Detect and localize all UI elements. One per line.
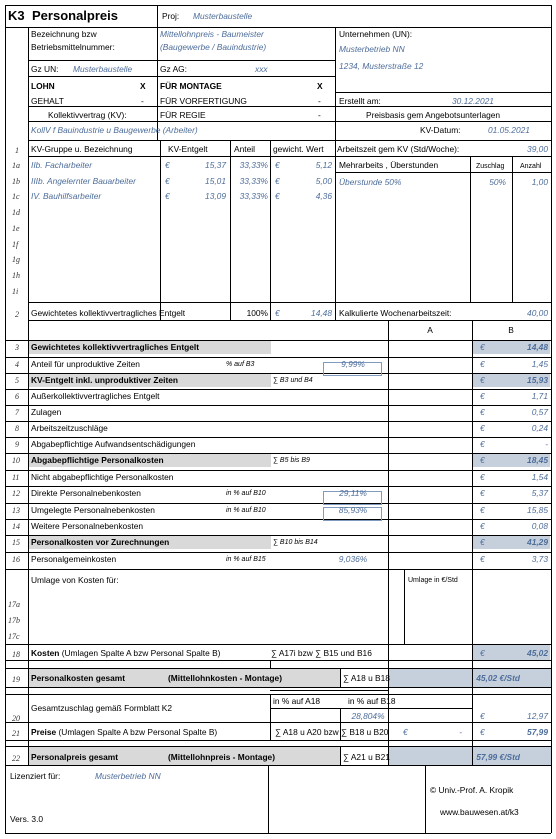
row-label: Abgabepflichtige Aufwandsentschädigungen	[31, 439, 196, 449]
row21-cur-a: €	[403, 727, 408, 737]
un-address[interactable]: 1234, Musterstraße 12	[339, 61, 424, 71]
v-line	[404, 569, 405, 644]
preisbasis: Preisbasis gem Angebotsunterlagen	[366, 110, 501, 120]
row-value-b: 41,29	[527, 537, 548, 547]
row-number: 1	[15, 146, 19, 155]
row22-label2: (Mittellohnpreis - Montage)	[168, 752, 276, 762]
kvdatum-value[interactable]: 01.05.2021	[488, 125, 530, 135]
kv-group-name[interactable]: IIIb. Angelernter Bauarbeiter	[31, 175, 136, 186]
h-line	[28, 121, 551, 122]
h-line	[5, 687, 551, 688]
row-currency: €	[480, 439, 485, 449]
row-currency: €	[480, 359, 485, 369]
row-value-b: 1,71	[531, 391, 548, 401]
row-currency: €	[480, 537, 485, 547]
row-number: 2	[15, 310, 19, 319]
h-line	[28, 76, 335, 77]
h-line	[5, 453, 551, 454]
h-line	[5, 535, 551, 536]
row-label: KV-Entgelt inkl. unproduktiver Zeiten	[31, 375, 179, 385]
row-number: 14	[12, 522, 20, 531]
row-formula: ∑ B10 bis B14	[273, 539, 318, 546]
gehalt-mark[interactable]: -	[141, 96, 144, 106]
h-line	[28, 60, 157, 61]
kv-entgelt-head: KV-Entgelt	[168, 144, 208, 154]
row-value-a[interactable]: 29,11%	[339, 488, 367, 498]
kv-currency: €	[275, 160, 280, 170]
row-number: 1f	[12, 239, 19, 249]
row-number: 9	[15, 440, 19, 449]
row-number: 11	[12, 473, 20, 482]
row-number: 1g	[12, 255, 20, 265]
row-number: 22	[12, 754, 20, 763]
row20-value: 12,97	[527, 711, 548, 721]
montage-mark[interactable]: X	[317, 81, 323, 91]
row-label: Weitere Personalnebenkosten	[31, 521, 144, 531]
row-value-b: 3,73	[531, 554, 548, 564]
row-number: 16	[12, 555, 20, 564]
regie-label: FÜR REGIE	[160, 110, 206, 120]
row-formula: % auf B3	[226, 361, 255, 368]
row-number: 15	[12, 538, 20, 547]
row-label: Gewichtetes kollektivvertragliches Entgelt	[31, 342, 200, 352]
kv-currency: €	[165, 160, 170, 170]
row-number: 1h	[12, 270, 20, 280]
h-line	[5, 5, 551, 6]
row-label: Umgelegte Personalnebenkosten	[31, 505, 155, 515]
v-line	[157, 5, 158, 27]
kv-currency: €	[275, 191, 280, 202]
gz-un-value[interactable]: Musterbaustelle	[73, 64, 133, 74]
row-number: 1b	[12, 176, 20, 186]
row2-cur: €	[275, 308, 280, 318]
row-number: 7	[15, 408, 19, 417]
h-line	[28, 156, 551, 157]
v-line	[340, 746, 341, 765]
h-line	[335, 172, 551, 173]
row21-formula: ∑ A18 u A20 bzw ∑ B18 u B20	[275, 727, 389, 737]
v-line	[5, 5, 6, 833]
v-line	[160, 140, 161, 320]
erstellt-value[interactable]: 30.12.2021	[452, 96, 494, 106]
umlage-label: Umlage von Kosten für:	[31, 575, 119, 585]
row-number: 18	[12, 650, 20, 659]
v-line	[425, 765, 426, 833]
un-label: Unternehmen (UN):	[339, 29, 413, 39]
desc-value-2[interactable]: (Baugewerbe / Bauindustrie)	[160, 42, 267, 52]
row-value-b: 0,08	[531, 521, 548, 531]
row-number: 1i	[12, 286, 19, 296]
row-number: 12	[12, 489, 20, 498]
row-value-b: 0,57	[531, 407, 548, 417]
h-line	[270, 708, 472, 709]
kv-group-name[interactable]: IIb. Facharbeiter	[31, 160, 92, 170]
row-value-b: 14,48	[527, 342, 548, 352]
row-number: 19	[12, 675, 20, 684]
h-line	[5, 660, 551, 661]
arbeitszeit-label: Arbeitszeit gem KV (Std/Woche):	[337, 144, 460, 154]
h-line	[5, 27, 551, 28]
copyright: © Univ.-Prof. A. Kropik	[430, 785, 514, 795]
row21-label: Preise (Umlagen Spalte A bzw Personal Spalte B)	[31, 727, 218, 737]
kv-currency: €	[275, 175, 280, 186]
v-line	[270, 694, 271, 740]
anzahl-head: Anzahl	[520, 163, 542, 170]
arbeitszeit-value[interactable]: 39,00	[527, 144, 548, 154]
h-line	[5, 373, 551, 374]
v-line	[270, 140, 271, 320]
row22-label: Personalpreis gesamt	[31, 752, 119, 762]
woche-label: Kalkulierte Wochenarbeitszeit:	[339, 308, 452, 318]
row-number: 17b	[8, 616, 20, 625]
row-currency: €	[480, 505, 485, 515]
form-title: Personalpreis	[32, 8, 118, 23]
h-line	[5, 470, 551, 471]
ueberstunde-zuschlag[interactable]: 50%	[489, 177, 506, 187]
kv-weighted: 5,00	[315, 175, 332, 186]
un-name[interactable]: Musterbetrieb NN	[339, 44, 405, 54]
form-code: K3	[8, 8, 25, 23]
row19-label: Personalkosten gesamt	[31, 673, 126, 683]
kv-anteil[interactable]: 33,33%	[239, 175, 268, 186]
row-currency: €	[480, 342, 485, 352]
kv-entgelt[interactable]: 15,01	[205, 175, 226, 186]
kv-currency: €	[165, 191, 170, 202]
row-value-a[interactable]: 85,93%	[338, 505, 368, 515]
col-b-head: B	[508, 325, 514, 335]
kv-entgelt[interactable]: 13,09	[205, 191, 226, 202]
kv-name[interactable]: KollV f Bauindustrie u Baugewerbe (Arbeiter)	[31, 125, 198, 135]
row-label: Anteil für unproduktive Zeiten	[31, 359, 140, 369]
h-line	[335, 92, 551, 93]
h-line	[5, 833, 551, 834]
v-line	[270, 660, 271, 668]
row-value-b: 0,24	[531, 423, 548, 433]
row-number: 1e	[12, 223, 20, 233]
kv-anteil[interactable]: 33,33%	[239, 191, 268, 202]
h-line	[5, 765, 551, 766]
row-value-b: 1,45	[531, 359, 548, 369]
row-value-a[interactable]: 9,036%	[338, 554, 368, 564]
h-line	[5, 421, 551, 422]
lohn-mark[interactable]: X	[140, 81, 146, 91]
h-line	[5, 340, 551, 341]
row-number: 1c	[12, 192, 20, 202]
kvdatum-label: KV-Datum:	[420, 125, 461, 135]
row-formula: in % auf B10	[226, 507, 266, 514]
row18-cur: €	[480, 648, 485, 658]
row-label: Nicht abgabepflichtige Personalkosten	[31, 472, 174, 482]
row-number: 1d	[12, 208, 20, 218]
montage-label: FÜR MONTAGE	[160, 81, 222, 91]
row2-pct: 100%	[246, 308, 268, 318]
h-line	[28, 140, 551, 141]
vorfert-label: FÜR VORFERTIGUNG	[160, 96, 247, 106]
row2-value: 14,48	[311, 308, 332, 318]
version: Vers. 3.0	[10, 814, 44, 824]
h-line	[5, 503, 551, 504]
row-value-b: 15,85	[527, 505, 548, 515]
regie-mark[interactable]: -	[318, 110, 321, 120]
gehalt-label: GEHALT	[31, 96, 64, 106]
kv-gruppe-head: KV-Gruppe u. Bezeichnung	[31, 144, 133, 154]
row18-label: Kosten (Umlagen Spalte A bzw Personal Spalte B)	[31, 648, 221, 658]
row22-value: 57,99 €/Std	[476, 752, 520, 762]
row-number: 13	[12, 506, 20, 515]
row-label: Personalgemeinkosten	[31, 554, 117, 564]
gewicht-head: gewicht. Wert	[273, 144, 324, 154]
proj-value[interactable]: Musterbaustelle	[193, 11, 253, 21]
desc-label-2: Betriebsmittelnummer:	[31, 42, 115, 52]
row-number: 6	[15, 392, 19, 401]
row-currency: €	[480, 391, 485, 401]
row-value-b: 18,45	[527, 455, 548, 465]
umlage-head: Umlage in €/Std	[408, 577, 458, 584]
row-label: Personalkosten vor Zurechnungen	[31, 537, 170, 547]
row-number: 17c	[8, 632, 20, 641]
v-line	[157, 27, 158, 140]
row-number: 10	[12, 456, 20, 465]
v-line	[472, 320, 473, 765]
ueberstunde-label[interactable]: Überstunde 50%	[339, 177, 402, 187]
lizenz-value: Musterbetrieb NN	[95, 771, 161, 781]
row-number: 17a	[8, 600, 20, 609]
row21-cur: €	[480, 727, 485, 737]
h-line	[5, 552, 551, 553]
h-line	[5, 746, 551, 747]
h-line	[5, 694, 551, 695]
row-currency: €	[480, 455, 485, 465]
h-line	[5, 486, 551, 487]
anteil-head: Anteil	[234, 144, 255, 154]
row-currency: €	[480, 407, 485, 417]
lizenz-label: Lizenziert für:	[10, 771, 61, 781]
col-a-head: A	[427, 325, 433, 335]
row-number: 1a	[12, 161, 20, 170]
row-label: Arbeitszeitzuschläge	[31, 423, 108, 433]
vorfert-mark[interactable]: -	[318, 96, 321, 106]
kv-anteil[interactable]: 33,33%	[239, 160, 268, 170]
h-line	[5, 405, 551, 406]
row20-formula-a: in % auf A18	[273, 696, 321, 706]
row-currency: €	[480, 554, 485, 564]
gz-ag-value[interactable]: xxx	[255, 64, 268, 74]
row20-formula-b: in % auf B18	[348, 696, 396, 706]
row-label: Zulagen	[31, 407, 62, 417]
row22-formula: ∑ A21 u B21	[343, 752, 390, 762]
gz-ag-label: Gz AG:	[160, 64, 187, 74]
erstellt-label: Erstellt am:	[339, 96, 381, 106]
v-line	[335, 27, 336, 320]
h-line	[5, 644, 551, 645]
row19-label2: (Mittellohnkosten - Montage)	[168, 673, 282, 683]
gz-un-label: Gz UN:	[31, 64, 59, 74]
footer-url[interactable]: www.bauwesen.at/k3	[440, 807, 519, 817]
h-line	[5, 519, 551, 520]
row-value-b: 5,37	[531, 488, 548, 498]
kv-weighted: 5,12	[315, 160, 332, 170]
row-currency: €	[480, 423, 485, 433]
kv-group-name[interactable]: IV. Bauhilfsarbeiter	[31, 191, 102, 202]
row20-pct[interactable]: 28,804%	[351, 711, 385, 721]
kv-currency: €	[165, 175, 170, 186]
row-number: 3	[15, 343, 19, 352]
h-line	[5, 569, 551, 570]
h-line	[5, 389, 551, 390]
proj-label: Proj:	[162, 11, 180, 21]
zuschlag-head: Zuschlag	[476, 163, 505, 170]
row-number: 5	[15, 376, 19, 385]
row21-value-a: -	[459, 727, 462, 737]
row-formula: in % auf B15	[226, 556, 266, 563]
row-number: 21	[12, 729, 20, 738]
row-number: 8	[15, 424, 19, 433]
row20-label: Gesamtzuschlag gemäß Formblatt K2	[31, 703, 173, 713]
kv-label: Kollektivvertrag (KV):	[48, 110, 127, 120]
row-value-b: -	[545, 439, 548, 449]
mehrarbeit-head: Mehrarbeits , Überstunden	[339, 160, 439, 170]
h-line	[5, 668, 551, 669]
row20-cur: €	[480, 711, 485, 721]
woche-value[interactable]: 40,00	[527, 308, 548, 318]
h-line	[5, 722, 551, 723]
desc-label-1: Bezeichnung bzw	[31, 29, 97, 39]
row-label: Außerkollektivvertragliches Entgelt	[31, 391, 160, 401]
row-currency: €	[480, 488, 485, 498]
row-currency: €	[480, 472, 485, 482]
row-label: Abgabepflichtige Personalkosten	[31, 455, 164, 465]
desc-value-1[interactable]: Mittellohnpreis - Baumeister	[160, 29, 264, 39]
row2-label: Gewichtetes kollektivvertragliches Entgelt	[31, 308, 186, 318]
row-currency: €	[480, 375, 485, 385]
h-line	[5, 437, 551, 438]
h-line	[157, 60, 335, 61]
v-line	[340, 668, 341, 687]
row21-value: 57,99	[527, 727, 548, 737]
v-line	[268, 765, 269, 833]
row-number: 4	[15, 360, 19, 369]
row18-value: 45,02	[527, 648, 548, 658]
h-line	[5, 357, 551, 358]
row19-formula: ∑ A18 u B18	[343, 673, 390, 683]
row-formula: ∑ B5 bis B9	[273, 457, 310, 464]
kv-weighted: 4,36	[315, 191, 332, 202]
row18-formula: ∑ A17i bzw ∑ B15 und B16	[271, 648, 372, 658]
row-formula: in % auf B10	[226, 490, 266, 497]
h-line	[270, 690, 388, 691]
row-value-b: 15,93	[527, 375, 548, 385]
row-value-a[interactable]: 9,99%	[341, 359, 365, 369]
row19-value: 45,02 €/Std	[476, 673, 520, 683]
row-label: Direkte Personalnebenkosten	[31, 488, 141, 498]
row-value-b: 1,54	[531, 472, 548, 482]
h-line	[28, 302, 551, 303]
v-line	[551, 5, 552, 833]
row-number: 20	[12, 714, 20, 723]
lohn-label: LOHN	[31, 81, 55, 91]
row-formula: ∑ B3 und B4	[273, 377, 313, 384]
h-line	[5, 740, 551, 741]
ueberstunde-anzahl[interactable]: 1,00	[531, 177, 548, 187]
v-line	[230, 140, 231, 320]
v-line	[28, 27, 29, 765]
row-currency: €	[480, 521, 485, 531]
kv-entgelt[interactable]: 15,37	[205, 160, 226, 170]
